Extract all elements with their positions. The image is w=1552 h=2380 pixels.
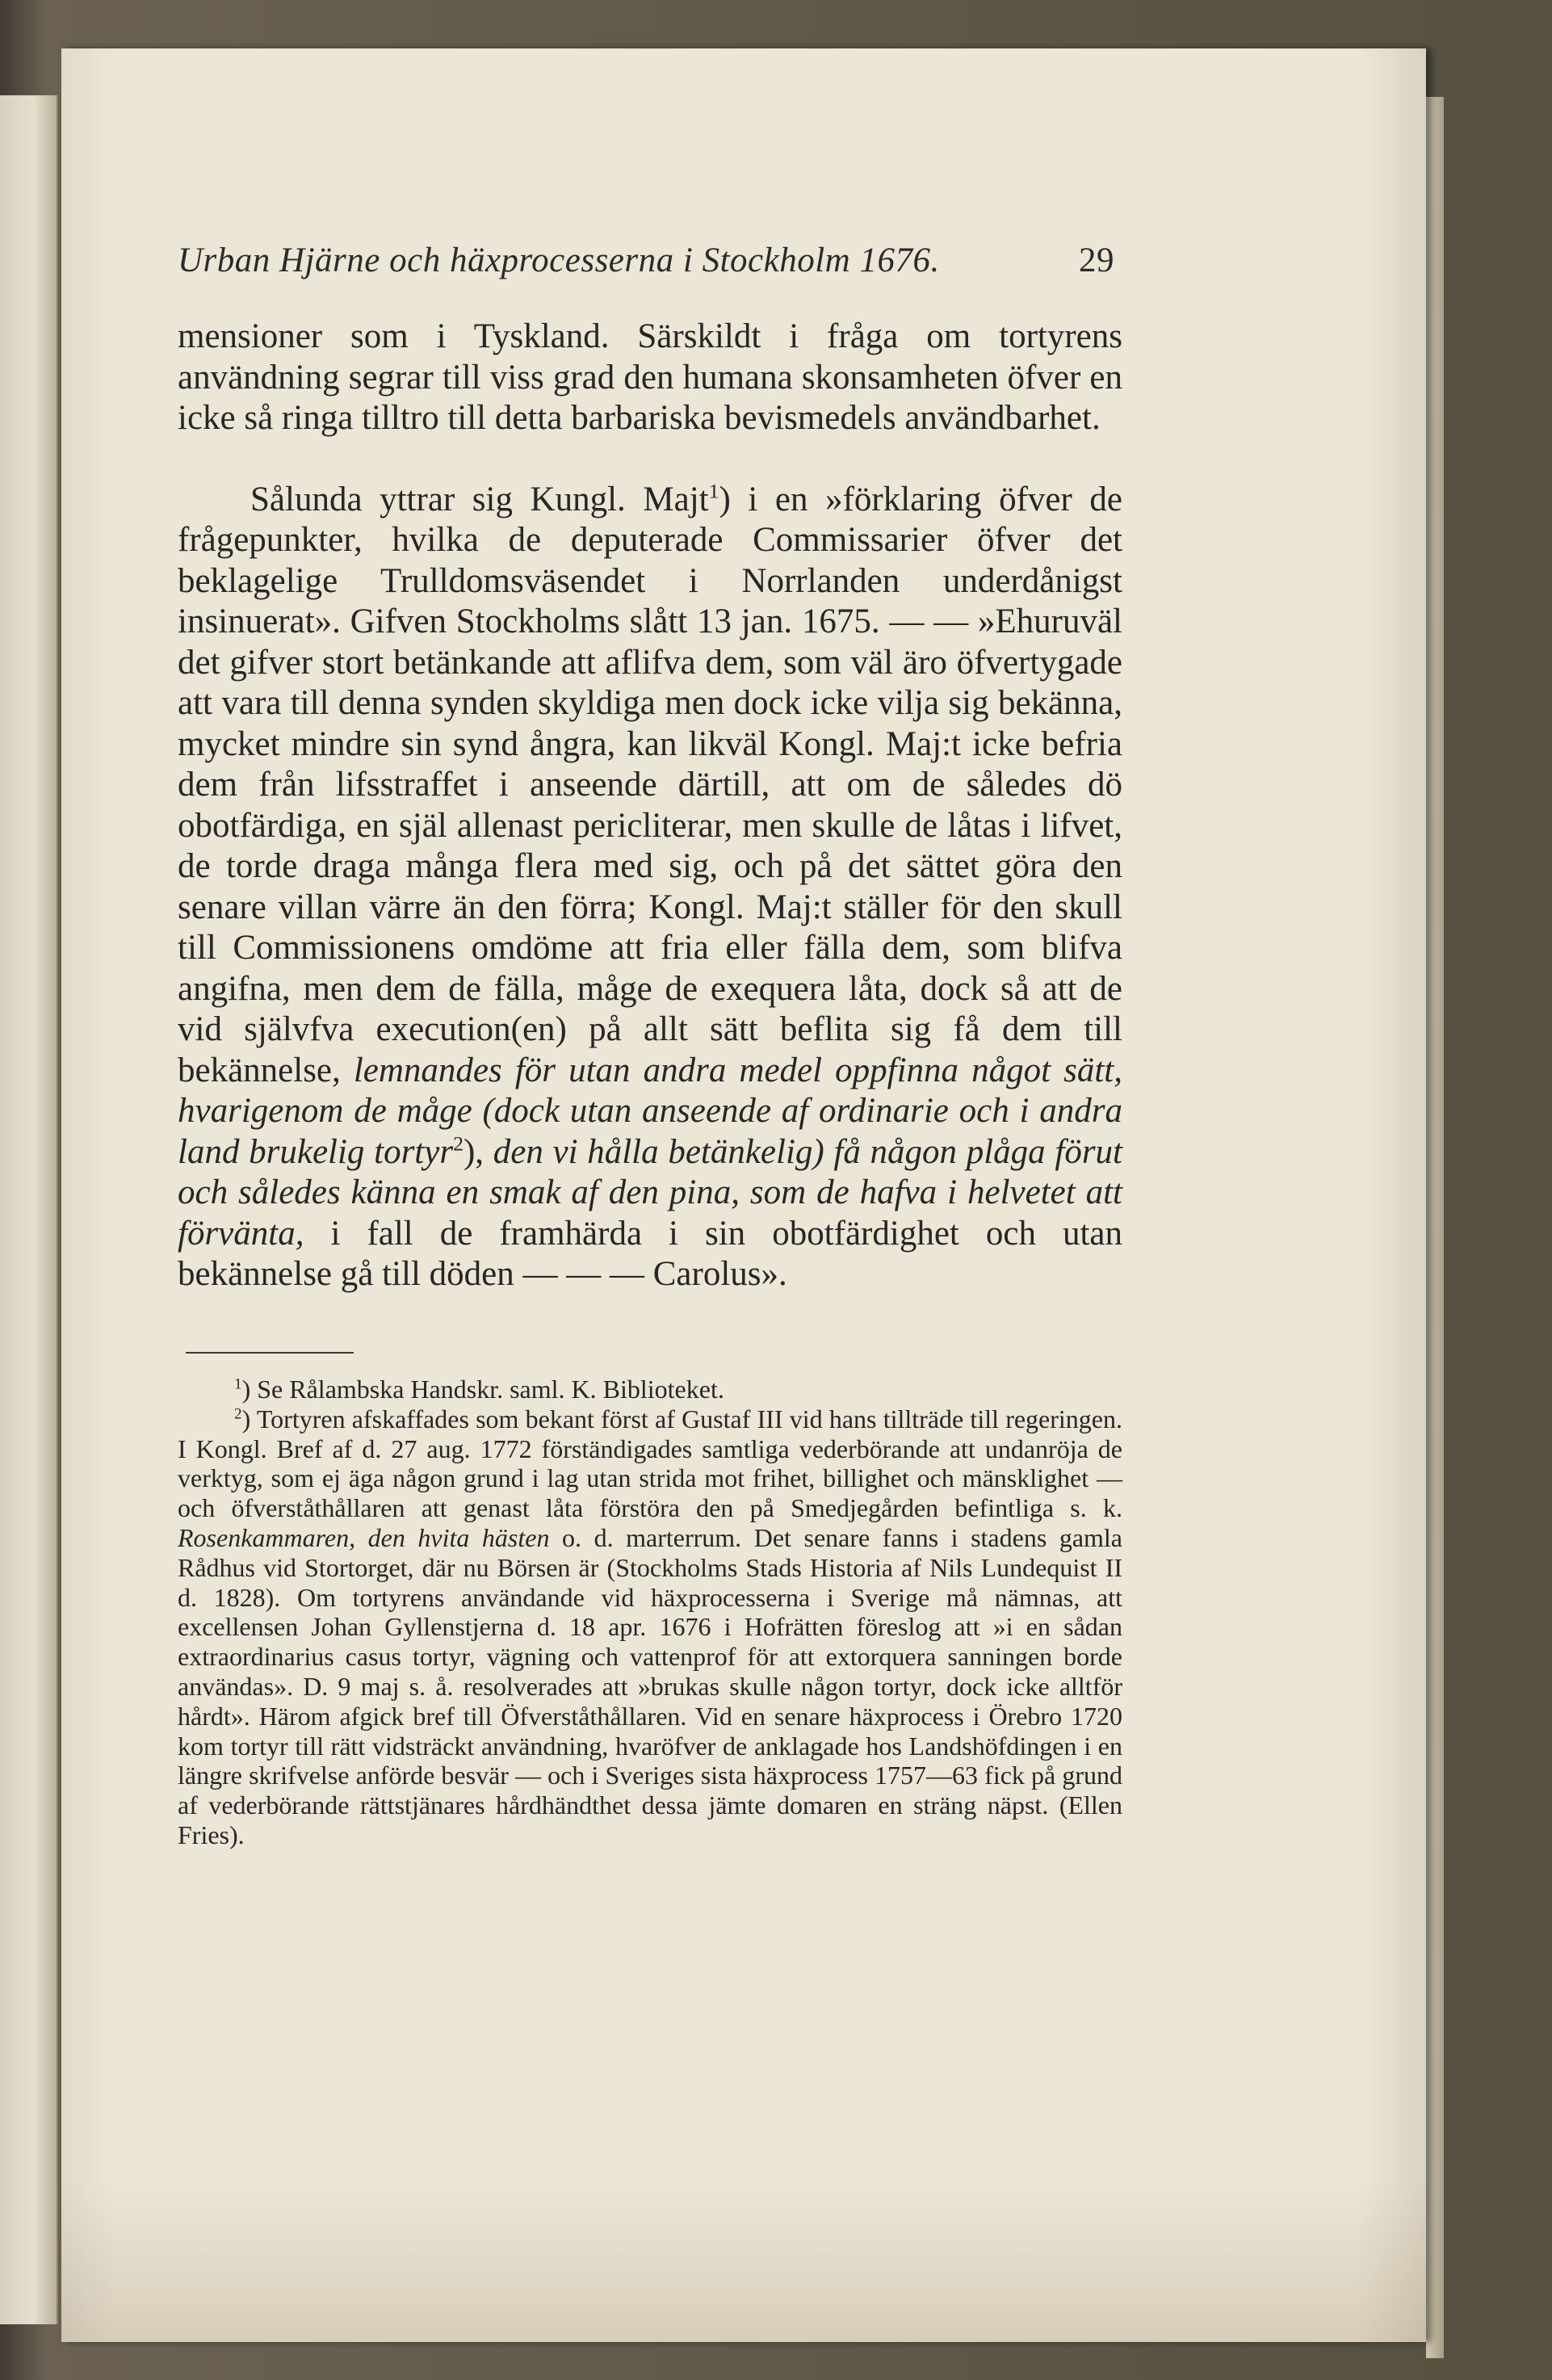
italic-text: Rosenkammaren, den hvita hästen xyxy=(178,1522,550,1552)
text-run: Sålunda yttrar sig Kungl. Majt xyxy=(250,480,709,518)
previous-page-edge xyxy=(0,95,58,2324)
text-run: ) Tortyren afskaffades som bekant först af Gustaf III vid hans tillträde till regeringen. I Kongl. Bref af d. 27 aug. 1772 förständigades samtliga vederbörande att undanröja de verktyg, som ej äga någon grund i lag utan strida mot frihet, billighet och mänsklighet — och öfverståthållaren att genast låta förstöra den på Smedjegården befintliga s. k. xyxy=(178,1404,1122,1523)
footnote-marker: 2 xyxy=(234,1405,242,1423)
page-stack-edge xyxy=(1426,97,1444,2358)
italic-text: den vi hålla betänkelig) få någon plåga förut och således känna en smak af den pina, som de hafva i helvetet att förvänta, xyxy=(178,1132,1122,1253)
page-number: 29 xyxy=(1079,241,1114,279)
footnote-marker: 2 xyxy=(453,1131,464,1156)
text-run: mensioner som i Tyskland. Särskildt i fråga om tortyrens användning segrar till viss grad den humana skonsamheten öfver en icke så ringa tilltro till detta barbariska bevismedels användbarhet. xyxy=(178,317,1122,437)
running-title: Urban Hjärne och häxprocesserna i Stockholm 1676. xyxy=(178,241,940,279)
text-run: ), xyxy=(463,1132,493,1171)
footnote-marker: 1 xyxy=(708,479,719,503)
text-run: ) i en »förklaring öfver de frågepunkter, hvilka de deputerade Commissarier öfver det beklagelige Trulldomsväsendet i Norrlanden underdånigst insinuerat». Gifven Stockholms slått 13 jan. 1675. — — »Ehuruväl det gifver stort betänkande att aflifva dem, som väl äro öfvertygade att vara till denna synden skyldiga men dock icke vilja sig bekänna, mycket mindre sin synd ångra, kan likväl Kongl. Maj:t icke befria dem från lifsstraffet i anseende därtill, att om de således dö obotfärdiga, en själ allenast pericliterar, men skulle de låtas i lifvet, de torde draga många flera med sig, och på det sättet göra den senare villan värre än den förra; Kongl. Maj:t ställer för den skull till Commissionens omdöme att fria eller fälla dem, som blifva angifna, men dem de fälla, måge de exequera låta, dock så att de vid självfva execution(en) på allt sätt beflita sig få dem till bekännelse, xyxy=(178,480,1122,1089)
running-header xyxy=(178,241,1114,289)
footnote-marker: 1 xyxy=(234,1375,242,1393)
text-run: i fall de framhärda i sin obotfärdighet och utan bekännelse gå till döden — — — Carolus». xyxy=(178,1214,1122,1293)
text-run: ) Se Rålambska Handskr. saml. K. Biblioteket. xyxy=(241,1375,724,1404)
main-text xyxy=(178,317,1122,1295)
text-run: o. d. marterrum. Det senare fanns i stadens gamla Rådhus vid Stortorget, där nu Börsen är (Stockholms Stads Historia af Nils Lundequist II d. 1828). Om tortyrens användande vid häxprocesserna i Sverige må nämnas, att excellensen Johan Gyllenstjerna d. 18 apr. 1676 i Hofrätten föreslog att »i en sådan extraordinarius casus tortyr, vägning och vattenprof för att extorquera sanningen borde användas». D. 9 maj s. å. resolverades att »brukas skulle någon tortyr, dock icke alltför hårdt». Härom afgick bref till Öfverståthållaren. Vid en senare häxprocess i Örebro 1720 kom tortyr till rätt vidsträckt användning, hvaröfver de anklagade hos Landshöfdingen i en längre skrifvelse anförde besvär — och i Sveriges sista häxprocess 1757—63 fick på grund af vederbörande rättstjänares hårdhändthet dessa jämte domaren en sträng näpst. (Ellen Fries). xyxy=(178,1522,1123,1849)
footnote xyxy=(178,1375,1122,1404)
footnotes xyxy=(178,1375,1122,1850)
paragraph xyxy=(178,317,1122,439)
footnote-rule xyxy=(186,1352,354,1354)
paragraph xyxy=(178,480,1122,1295)
italic-text: lemnandes för utan andra medel oppfinna något sätt, hvarigenom de måge (dock utan anseende af ordinarie och i andra land brukelig tortyr xyxy=(178,1051,1122,1171)
footnote xyxy=(178,1404,1122,1850)
